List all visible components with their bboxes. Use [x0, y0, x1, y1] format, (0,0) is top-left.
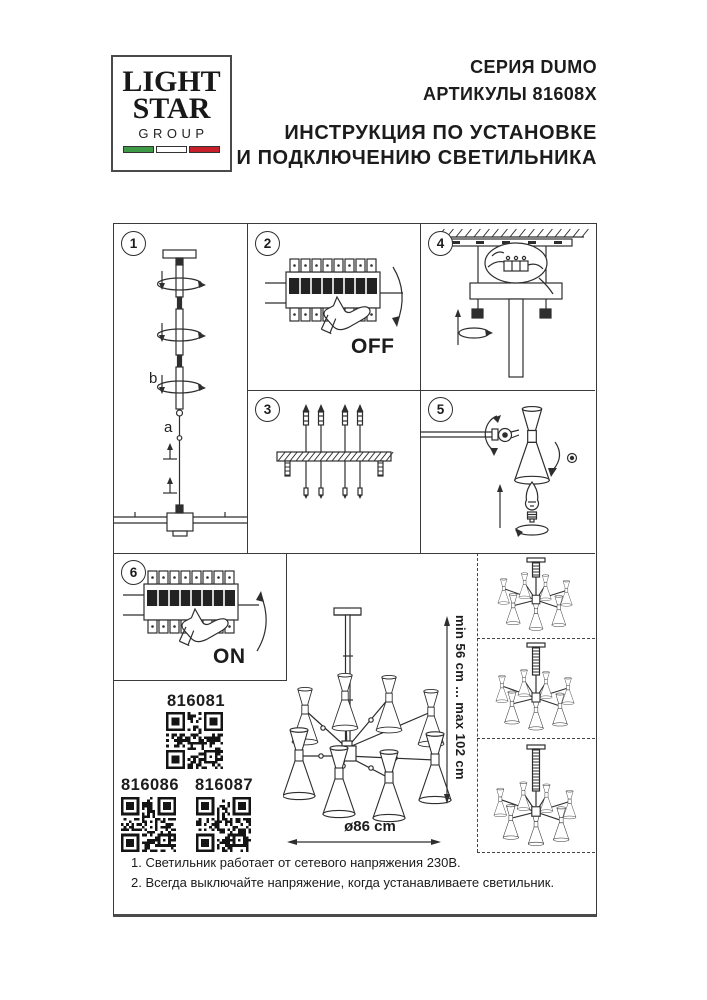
- variant-max-height: [477, 738, 595, 852]
- italian-flag-icon: [123, 146, 220, 153]
- step-number-badge: 6: [121, 560, 146, 585]
- grid-line: [113, 680, 287, 681]
- qr-code: [166, 712, 223, 774]
- safety-notes: [131, 853, 591, 892]
- step-panel-2: [247, 223, 420, 390]
- logo-line3: GROUP: [138, 126, 209, 141]
- step-number-badge: 1: [121, 231, 146, 256]
- qr-code: [121, 797, 176, 857]
- step-panel-1: [113, 223, 247, 553]
- step-number-badge: 5: [428, 397, 453, 422]
- variant-mid-height: [477, 638, 595, 738]
- instruction-title: ИНСТРУКЦИЯ ПО УСТАНОВКЕ И ПОДКЛЮЧЕНИЮ СВЕТИЛЬНИКА: [236, 122, 597, 169]
- rod-label-b: b: [149, 370, 158, 387]
- article-number: 816086: [120, 776, 180, 794]
- brand-logo: [111, 55, 232, 172]
- step-panel-4: [420, 223, 595, 390]
- series-title: СЕРИЯ DUMO: [470, 57, 597, 77]
- height-dimension-arrow: [440, 612, 454, 808]
- lamp-shade-icon: [515, 407, 550, 485]
- step-number-badge: 3: [255, 397, 280, 422]
- header-titles: [236, 54, 597, 171]
- off-label: OFF: [351, 335, 395, 358]
- step-number-badge: 2: [255, 231, 280, 256]
- variant-min-height: [477, 553, 595, 638]
- step-panel-6: [113, 553, 286, 680]
- diameter-dimension-label: ø86 cm: [344, 818, 396, 835]
- articles-title: АРТИКУЛЫ 81608X: [423, 84, 597, 104]
- height-dimension-label: min 56 cm ... max 102 cm: [453, 615, 468, 780]
- qr-code: [196, 797, 251, 857]
- article-number: 816081: [166, 692, 226, 710]
- step-panel-3: [247, 390, 420, 553]
- note-1: 1. Светильник работает от сетевого напряжения 230В.: [131, 855, 461, 870]
- diameter-dimension-arrow: [283, 834, 445, 850]
- article-number: 816087: [194, 776, 254, 794]
- arrow-up-icon: [256, 591, 264, 602]
- logo-line1: LIGHT: [122, 65, 221, 98]
- step-panel-5: [420, 390, 595, 553]
- step-number-badge: 4: [428, 231, 453, 256]
- note-2: 2. Всегда выключайте напряжение, когда устанавливаете светильник.: [131, 874, 555, 890]
- chandelier-drawing: [283, 598, 463, 850]
- on-label: ON: [213, 645, 246, 668]
- rod-assembly-illustration: [113, 223, 247, 553]
- arrow-down-icon: [392, 316, 400, 327]
- rod-label-a: a: [164, 419, 173, 436]
- logo-line2: STAR: [132, 92, 211, 125]
